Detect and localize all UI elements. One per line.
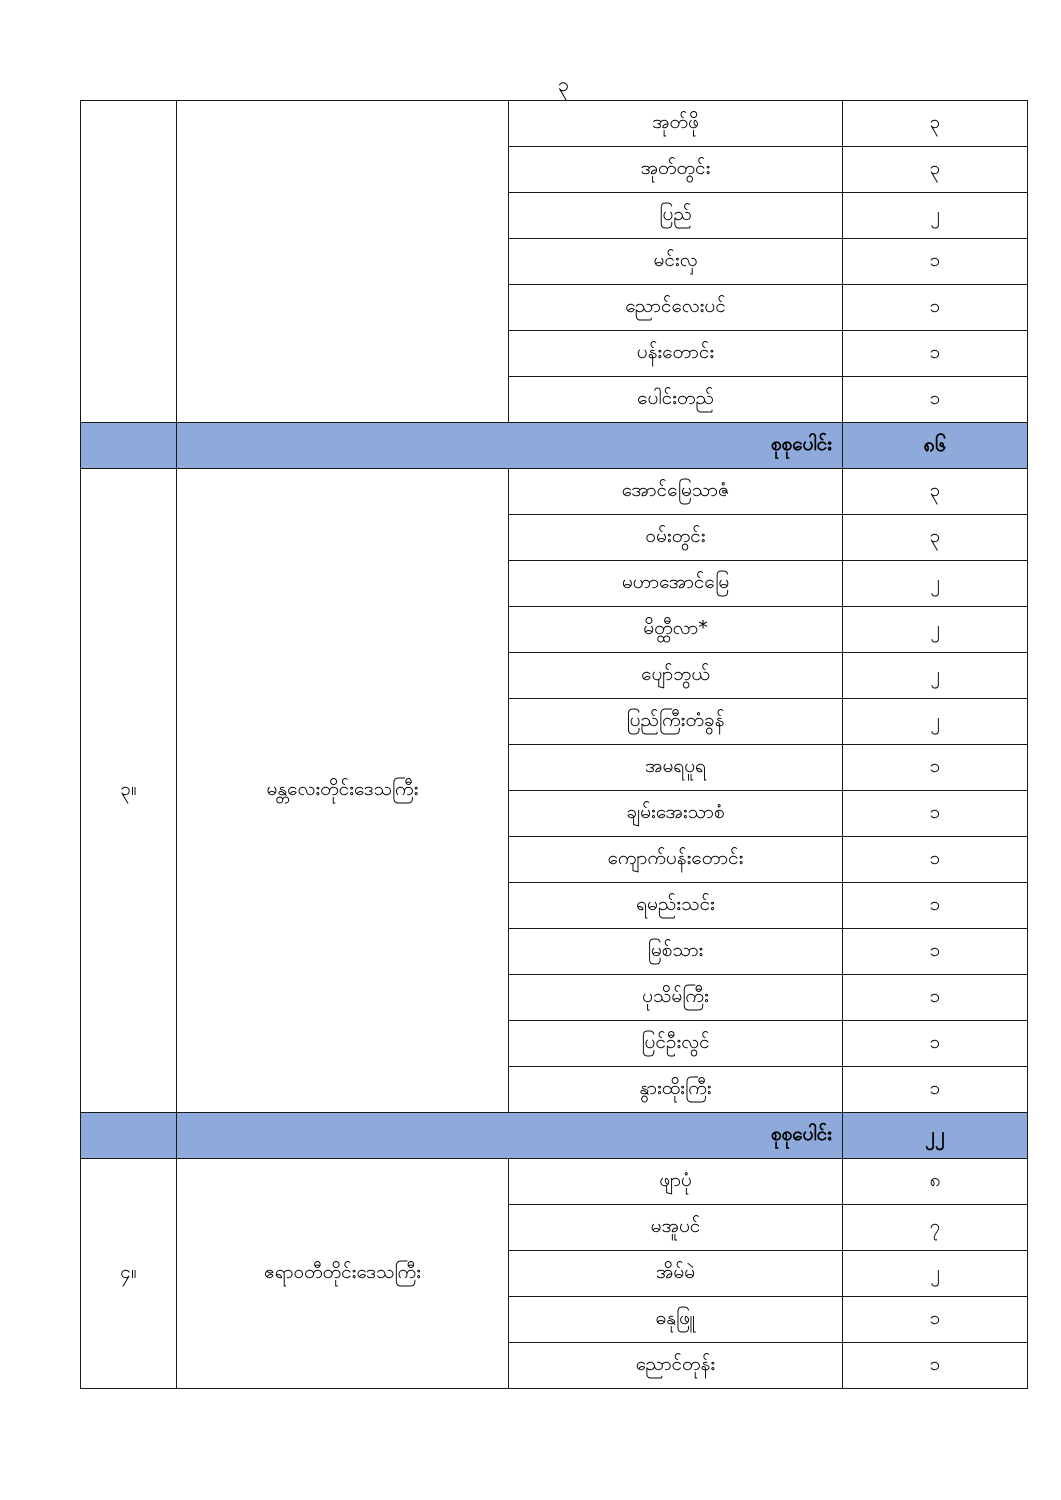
township-name: မိတ္ထီလာ*	[509, 607, 843, 653]
township-count: ၇	[843, 1205, 1028, 1251]
region-cell: ဧရာဝတီတိုင်းဒေသကြီး	[177, 1159, 509, 1389]
township-name: မြစ်သား	[509, 929, 843, 975]
township-count: ၈	[843, 1159, 1028, 1205]
township-count: ၃	[843, 469, 1028, 515]
township-count: ၁	[843, 377, 1028, 423]
page-number: ၃	[557, 72, 570, 96]
total-blank-cell	[81, 1113, 177, 1159]
township-count: ၂	[843, 699, 1028, 745]
township-count: ၁	[843, 1343, 1028, 1389]
region-cell	[177, 101, 509, 423]
township-count: ၁	[843, 1067, 1028, 1113]
region-cell: မန္တလေးတိုင်းဒေသကြီး	[177, 469, 509, 1113]
township-name: ဖျာပုံ	[509, 1159, 843, 1205]
township-name: ချမ်းအေးသာစံ	[509, 791, 843, 837]
total-blank-cell	[81, 423, 177, 469]
table-row	[81, 469, 1028, 515]
township-name: မဟာအောင်မြေ	[509, 561, 843, 607]
index-cell	[81, 101, 177, 423]
township-name: ပျော်ဘွယ်	[509, 653, 843, 699]
township-name: နွားထိုးကြီး	[509, 1067, 843, 1113]
index-cell: ၄။	[81, 1159, 177, 1389]
total-row	[81, 423, 1028, 469]
township-name: ညောင်တုန်း	[509, 1343, 843, 1389]
township-name: ရမည်းသင်း	[509, 883, 843, 929]
township-count-table	[80, 100, 1028, 1389]
township-name: အမရပူရ	[509, 745, 843, 791]
township-name: ဓနုဖြူ	[509, 1297, 843, 1343]
township-count: ၁	[843, 745, 1028, 791]
township-name: မအူပင်	[509, 1205, 843, 1251]
township-count: ၁	[843, 1021, 1028, 1067]
township-name: အိမ်မဲ	[509, 1251, 843, 1297]
township-name: ကျောက်ပန်းတောင်း	[509, 837, 843, 883]
table-row	[81, 101, 1028, 147]
township-name: အုတ်ဖို	[509, 101, 843, 147]
total-label: စုစုပေါင်း	[177, 1113, 843, 1159]
township-name: ဝမ်းတွင်း	[509, 515, 843, 561]
township-count: ၁	[843, 331, 1028, 377]
total-value: ၈၆	[843, 423, 1028, 469]
township-name: အုတ်တွင်း	[509, 147, 843, 193]
township-count: ၂	[843, 1251, 1028, 1297]
township-name: မင်းလှ	[509, 239, 843, 285]
township-count: ၁	[843, 1297, 1028, 1343]
township-count: ၁	[843, 883, 1028, 929]
township-count: ၂	[843, 653, 1028, 699]
township-count: ၁	[843, 239, 1028, 285]
township-name: ပေါင်းတည်	[509, 377, 843, 423]
township-count: ၃	[843, 515, 1028, 561]
township-count: ၃	[843, 147, 1028, 193]
total-value: ၂၂	[843, 1113, 1028, 1159]
total-label: စုစုပေါင်း	[177, 423, 843, 469]
township-count: ၃	[843, 101, 1028, 147]
index-cell: ၃။	[81, 469, 177, 1113]
township-name: ညောင်လေးပင်	[509, 285, 843, 331]
township-count: ၁	[843, 929, 1028, 975]
township-name: ပြည်	[509, 193, 843, 239]
township-count: ၂	[843, 607, 1028, 653]
township-name: ပုသိမ်ကြီး	[509, 975, 843, 1021]
township-count: ၁	[843, 285, 1028, 331]
township-name: ပန်းတောင်း	[509, 331, 843, 377]
township-name: အောင်မြေသာဇံ	[509, 469, 843, 515]
township-count: ၂	[843, 193, 1028, 239]
township-name: ပြည်ကြီးတံခွန်	[509, 699, 843, 745]
township-count: ၂	[843, 561, 1028, 607]
township-name: ပြင်ဦးလွင်	[509, 1021, 843, 1067]
total-row	[81, 1113, 1028, 1159]
table-row	[81, 1159, 1028, 1205]
township-count: ၁	[843, 837, 1028, 883]
township-count: ၁	[843, 975, 1028, 1021]
township-count: ၁	[843, 791, 1028, 837]
